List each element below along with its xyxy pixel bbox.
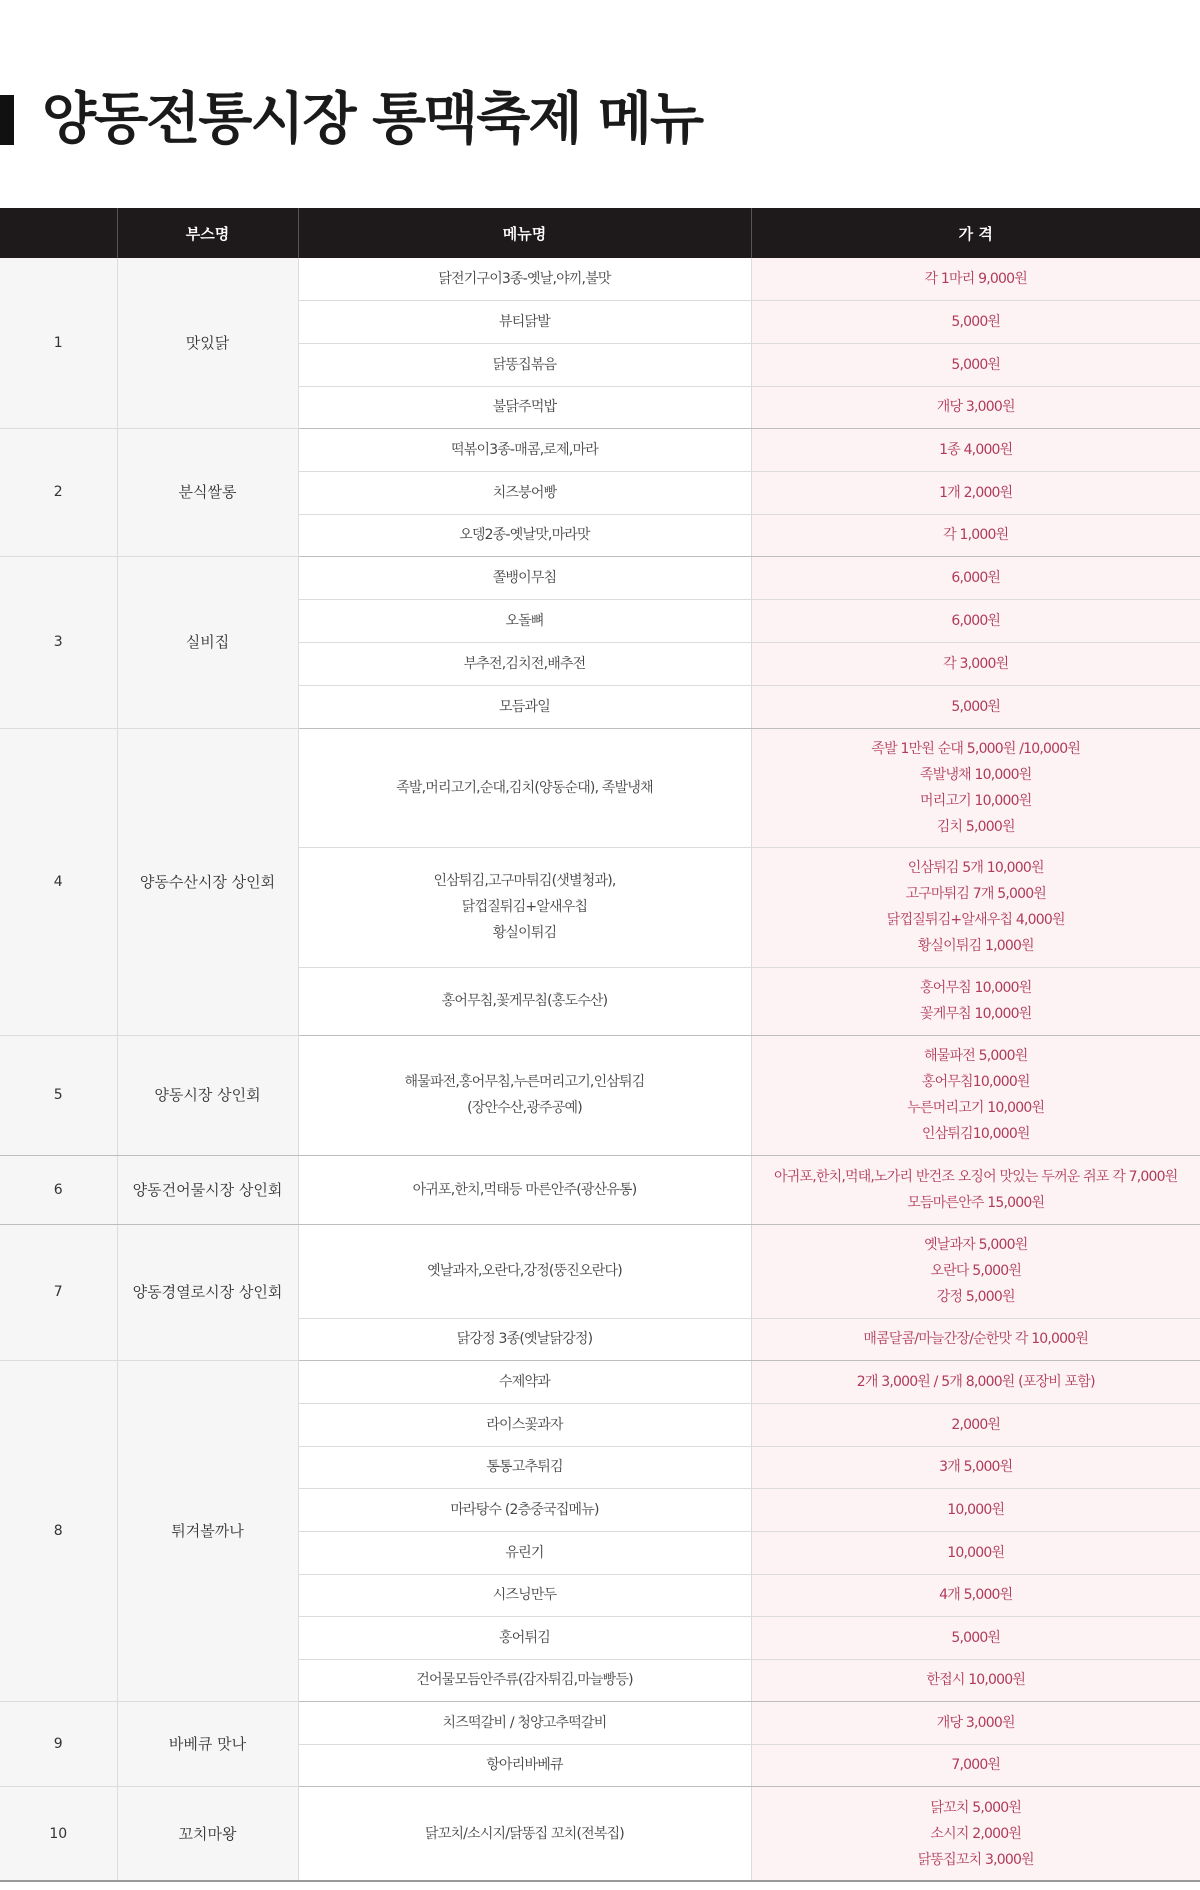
menu-price-line: 황실이튀김 1,000원 — [917, 938, 1034, 954]
header-num — [0, 208, 117, 258]
menu-price-line: 오란다 5,000원 — [930, 1263, 1022, 1279]
menu-name — [298, 1446, 751, 1488]
menu-name-line: 불닭주먹밥 — [492, 399, 557, 415]
menu-name — [298, 428, 751, 471]
menu-price-line: 머리고기 10,000원 — [920, 792, 1032, 809]
booth-number: 1 — [0, 258, 117, 428]
menu-price — [751, 1035, 1200, 1155]
menu-name-line: 닭똥집볶음 — [492, 356, 557, 373]
menu-name — [298, 1744, 751, 1786]
booth-number: 7 — [0, 1224, 117, 1360]
menu-price — [751, 685, 1200, 728]
menu-price-line: 소시지 2,000원 — [930, 1825, 1022, 1842]
menu-price-line: 닭껍질튀김+알새우칩 4,000원 — [886, 912, 1065, 928]
table-row — [0, 428, 1200, 471]
menu-price — [751, 967, 1200, 1035]
menu-price-line: 5,000원 — [951, 313, 1001, 330]
booth-name: 튀겨볼까나 — [117, 1360, 298, 1701]
booth-name: 양동건어물시장 상인회 — [117, 1155, 298, 1224]
menu-name-line: 옛날과자,오란다,강정(뚱진오란다) — [427, 1263, 622, 1279]
menu-name — [298, 847, 751, 967]
menu-price — [751, 1224, 1200, 1318]
menu-name — [298, 1786, 751, 1881]
header-booth: 부스명 — [117, 208, 298, 258]
page-header — [0, 85, 702, 155]
menu-price-line: 10,000원 — [947, 1544, 1005, 1561]
menu-price-line: 2,000원 — [951, 1416, 1001, 1433]
menu-price — [751, 1531, 1200, 1574]
menu-name-line: 오돌뼈 — [505, 612, 544, 629]
booth-number: 9 — [0, 1701, 117, 1786]
table-body — [0, 258, 1200, 1881]
menu-price — [751, 1360, 1200, 1403]
menu-price — [751, 1446, 1200, 1488]
menu-name — [298, 1224, 751, 1318]
menu-name — [298, 514, 751, 556]
menu-price-line: 5,000원 — [951, 356, 1001, 373]
booth-number: 10 — [0, 1786, 117, 1881]
menu-price-line: 매콤달콤/마늘간장/순한맛 각 10,000원 — [863, 1331, 1089, 1347]
menu-price — [751, 386, 1200, 428]
menu-price-line: 개당 3,000원 — [936, 399, 1015, 415]
page-title: 양동전통시장 통맥축제 메뉴 — [42, 87, 703, 152]
menu-name-line: 치즈떡갈비 / 청양고추떡갈비 — [442, 1714, 607, 1731]
menu-price — [751, 642, 1200, 685]
table-bottom-border — [0, 1880, 1200, 1882]
menu-price-line: 인삼튀김 5개 10,000원 — [907, 860, 1044, 876]
menu-name — [298, 967, 751, 1035]
menu-price-line: 고구마튀김 7개 5,000원 — [905, 886, 1047, 902]
menu-name-line: 오뎅2종-옛날맛,마라맛 — [459, 527, 590, 543]
menu-price — [751, 471, 1200, 514]
menu-price-line: 홍어무침 10,000원 — [920, 980, 1032, 996]
menu-name — [298, 642, 751, 685]
menu-name-line: 닭강정 3종(옛날닭강정) — [456, 1331, 593, 1347]
menu-price-line: 한접시 10,000원 — [926, 1672, 1026, 1688]
menu-price — [751, 1744, 1200, 1786]
table-header-row — [0, 208, 1200, 258]
header-price: 가 격 — [751, 208, 1200, 258]
table-row — [0, 258, 1200, 300]
menu-price — [751, 343, 1200, 386]
menu-table — [0, 208, 1200, 1882]
menu-name-line: 수제약과 — [499, 1373, 550, 1390]
menu-name-line: 치즈붕어빵 — [492, 484, 557, 501]
menu-name-line: 모듬과일 — [499, 698, 550, 715]
menu-name — [298, 300, 751, 343]
menu-price — [751, 1318, 1200, 1360]
menu-price-line: 5,000원 — [951, 698, 1001, 715]
table-row — [0, 1360, 1200, 1403]
menu-name-line: 닭전기구이3종-옛날,야끼,불맛 — [438, 270, 611, 287]
menu-price — [751, 728, 1200, 847]
menu-price-line: 4개 5,000원 — [939, 1587, 1013, 1603]
menu-price-line: 각 1,000원 — [943, 527, 1009, 543]
menu-price-line: 강정 5,000원 — [936, 1289, 1015, 1305]
menu-price-line: 7,000원 — [951, 1757, 1001, 1773]
menu-price-line: 모듬마른안주 15,000원 — [907, 1194, 1045, 1211]
menu-name-line: 시즈닝만두 — [492, 1587, 557, 1603]
booth-name: 양동수산시장 상인회 — [117, 728, 298, 1035]
menu-name-line: 유린기 — [505, 1544, 544, 1561]
table-row — [0, 1155, 1200, 1224]
menu-name-line: 부추전,김치전,배추전 — [463, 655, 586, 672]
title-marker — [0, 95, 14, 145]
menu-price-line: 10,000원 — [947, 1501, 1005, 1518]
menu-name-line: 홍어무침,꽃게무침(홍도수산) — [441, 993, 608, 1009]
menu-price-line: 6,000원 — [951, 612, 1001, 629]
menu-name — [298, 1659, 751, 1701]
menu-name-line: 항아리바베큐 — [486, 1757, 563, 1773]
menu-name — [298, 728, 751, 847]
menu-price — [751, 1574, 1200, 1616]
menu-name — [298, 471, 751, 514]
menu-price-line: 5,000원 — [951, 1629, 1001, 1646]
menu-name-line: 쫄뱅이무침 — [492, 569, 557, 586]
menu-name — [298, 1360, 751, 1403]
menu-price-line: 족발 1만원 순대 5,000원 /10,000원 — [871, 740, 1081, 757]
menu-price — [751, 847, 1200, 967]
menu-name — [298, 1616, 751, 1659]
menu-name — [298, 1403, 751, 1446]
menu-price-line: 해물파전 5,000원 — [924, 1048, 1028, 1064]
menu-price — [751, 599, 1200, 642]
menu-price — [751, 1786, 1200, 1881]
menu-price — [751, 1616, 1200, 1659]
booth-number: 5 — [0, 1035, 117, 1155]
menu-price — [751, 1701, 1200, 1744]
menu-price-line: 닭꼬치 5,000원 — [930, 1799, 1022, 1816]
menu-price-line: 닭똥집꼬치 3,000원 — [917, 1851, 1034, 1868]
menu-price-line: 족발냉채 10,000원 — [920, 766, 1032, 783]
menu-price — [751, 556, 1200, 599]
menu-price-line: 1종 4,000원 — [939, 441, 1013, 458]
menu-price-line: 꽃게무침 10,000원 — [920, 1006, 1032, 1022]
menu-name — [298, 1574, 751, 1616]
menu-name-line: (장안수산,광주공예) — [467, 1100, 582, 1116]
menu-price-line: 2개 3,000원 / 5개 8,000원 (포장비 포함) — [856, 1373, 1095, 1390]
menu-name-line: 마라탕수 (2층중국집메뉴) — [450, 1501, 599, 1518]
menu-name — [298, 685, 751, 728]
menu-name — [298, 1488, 751, 1531]
menu-name — [298, 556, 751, 599]
table-row — [0, 556, 1200, 599]
menu-name-line: 해물파전,홍어무침,누른머리고기,인삼튀김 — [404, 1074, 645, 1090]
menu-name — [298, 343, 751, 386]
booth-number: 2 — [0, 428, 117, 556]
menu-price-line: 홍어무침10,000원 — [921, 1074, 1030, 1090]
menu-price-line: 아귀포,한치,먹태,노가리 반건조 오징어 맛있는 두꺼운 쥐포 각 7,000원 — [774, 1168, 1178, 1185]
table-row — [0, 1224, 1200, 1318]
menu-price-line: 누른머리고기 10,000원 — [907, 1100, 1045, 1116]
table-row — [0, 1786, 1200, 1881]
menu-name — [298, 599, 751, 642]
menu-price — [751, 428, 1200, 471]
menu-price — [751, 1488, 1200, 1531]
booth-number: 4 — [0, 728, 117, 1035]
menu-price — [751, 300, 1200, 343]
menu-price-line: 3개 5,000원 — [939, 1459, 1013, 1475]
menu-name — [298, 1531, 751, 1574]
menu-name-line: 떡볶이3종-매콤,로제,마라 — [451, 441, 598, 458]
menu-price-line: 개당 3,000원 — [936, 1714, 1015, 1731]
menu-name — [298, 1318, 751, 1360]
booth-name: 양동경열로시장 상인회 — [117, 1224, 298, 1360]
booth-name: 실비집 — [117, 556, 298, 728]
booth-name: 분식쌀롱 — [117, 428, 298, 556]
menu-name-line: 인삼튀김,고구마튀김(샛별청과), — [433, 873, 616, 889]
menu-price-line: 옛날과자 5,000원 — [924, 1237, 1028, 1253]
menu-name-line: 아귀포,한치,먹태등 마른안주(광산유통) — [412, 1181, 637, 1198]
menu-name-line: 통통고추튀김 — [486, 1459, 563, 1475]
menu-price-line: 각 3,000원 — [943, 655, 1009, 672]
menu-price — [751, 514, 1200, 556]
booth-name: 꼬치마왕 — [117, 1786, 298, 1881]
booth-number: 3 — [0, 556, 117, 728]
header-menu: 메뉴명 — [298, 208, 751, 258]
menu-price — [751, 1155, 1200, 1224]
booth-number: 6 — [0, 1155, 117, 1224]
menu-name-line: 뷰티닭발 — [499, 313, 550, 330]
menu-name-line: 닭껍질튀김+알새우칩 — [461, 899, 588, 915]
menu-name-line: 홍어튀김 — [499, 1629, 550, 1646]
menu-name — [298, 1035, 751, 1155]
menu-price-line: 1개 2,000원 — [939, 484, 1013, 501]
menu-price-line: 인삼튀김10,000원 — [921, 1126, 1030, 1142]
menu-price-line: 6,000원 — [951, 569, 1001, 586]
menu-name — [298, 258, 751, 300]
menu-name-line: 닭꼬치/소시지/닭똥집 꼬치(전복집) — [425, 1825, 624, 1842]
menu-price — [751, 1403, 1200, 1446]
menu-name-line: 라이스꽃과자 — [486, 1416, 563, 1433]
menu-name — [298, 1155, 751, 1224]
menu-price — [751, 258, 1200, 300]
booth-name: 양동시장 상인회 — [117, 1035, 298, 1155]
menu-name-line: 건어물모듬안주류(감자튀김,마늘빵등) — [416, 1672, 633, 1688]
table-row — [0, 1035, 1200, 1155]
table-row — [0, 728, 1200, 847]
menu-name — [298, 386, 751, 428]
booth-name: 맛있닭 — [117, 258, 298, 428]
menu-name-line: 족발,머리고기,순대,김치(양동순대), 족발냉채 — [396, 779, 653, 796]
menu-price-line: 김치 5,000원 — [936, 818, 1015, 835]
booth-number: 8 — [0, 1360, 117, 1701]
menu-name — [298, 1701, 751, 1744]
menu-price — [751, 1659, 1200, 1701]
menu-name-line: 황실이튀김 — [492, 925, 557, 941]
table-row — [0, 1701, 1200, 1744]
booth-name: 바베큐 맛나 — [117, 1701, 298, 1786]
menu-price-line: 각 1마리 9,000원 — [924, 270, 1027, 287]
